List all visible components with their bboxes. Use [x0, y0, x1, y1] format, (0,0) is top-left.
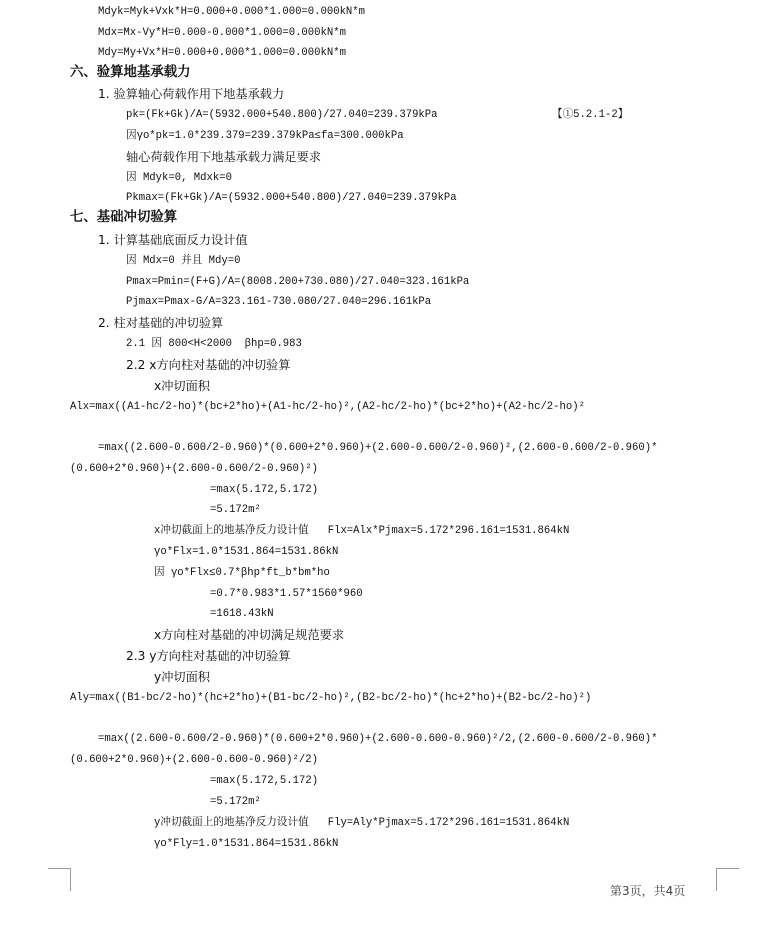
- formula-flx-capacity: =0.7*0.983*1.57*1560*960: [210, 588, 363, 600]
- page-corner-mark-right: [716, 868, 739, 891]
- formula-mdyk-zero: 因 Mdyk=0, Mdxk=0: [126, 172, 232, 184]
- formula-alx-max: =max(5.172,5.172): [210, 484, 319, 496]
- conclusion-bearing: 轴心荷载作用下地基承载力满足要求: [126, 150, 321, 164]
- formula-alx-values-1: =max((2.600-0.600/2-0.960)*(0.600+2*0.960)+(2.600-0.600/2-0.960)²,(2.600-0.600/2-0.960)*: [98, 442, 658, 454]
- formula-fly: y冲切截面上的地基净反力设计值 Fly=Aly*Pjmax=5.172*296.161=1531.864kN: [154, 817, 570, 829]
- item-2-2: 2.2 x方向柱对基础的冲切验算: [126, 358, 291, 372]
- formula-aly-values-2: (0.600+2*0.960)+(2.600-0.600-0.960)²/2): [70, 754, 318, 766]
- page-corner-mark-left: [48, 868, 71, 891]
- formula-flx: x冲切截面上的地基净反力设计值 Flx=Alx*Pjmax=5.172*296.161=1531.864kN: [154, 525, 570, 537]
- formula-alx: Alx=max((A1-hc/2-ho)*(bc+2*ho)+(A1-hc/2-ho)²,(A2-hc/2-ho)*(bc+2*ho)+(A2-hc/2-ho)²: [70, 401, 585, 413]
- subsection-1: 1. 验算轴心荷载作用下地基承载力: [98, 87, 285, 101]
- section-heading-6: 六、验算地基承载力: [70, 65, 191, 80]
- formula-check-pk: 因γo*pk=1.0*239.379=239.379kPa≤fa=300.000kPa: [126, 130, 404, 142]
- formula-pk: pk=(Fk+Gk)/A=(5932.000+540.800)/27.040=239.379kPa: [126, 109, 438, 121]
- formula-flx-check: 因 γo*Flx≤0.7*βhp*ft_b*bm*ho: [154, 567, 330, 579]
- formula-gamma-flx: γo*Flx=1.0*1531.864=1531.86kN: [154, 546, 339, 558]
- formula-aly: Aly=max((B1-bc/2-ho)*(hc+2*ho)+(B1-bc/2-ho)²,(B2-bc/2-ho)*(hc+2*ho)+(B2-bc/2-ho)²): [70, 692, 592, 704]
- formula-mdx-mdy-zero: 因 Mdx=0 并且 Mdy=0: [126, 255, 241, 267]
- x-area-label: x冲切面积: [154, 379, 210, 393]
- conclusion-x: x方向柱对基础的冲切满足规范要求: [154, 628, 345, 642]
- formula-flx-capacity-result: =1618.43kN: [210, 608, 274, 620]
- code-reference: 【①5.2.1-2】: [552, 109, 629, 121]
- item-2-3: 2.3 y方向柱对基础的冲切验算: [126, 649, 291, 663]
- page-footer: 第3页，共4页: [610, 884, 686, 898]
- formula-mdy: Mdy=My+Vx*H=0.000+0.000*1.000=0.000kN*m: [98, 47, 346, 59]
- formula-pkmax: Pkmax=(Fk+Gk)/A=(5932.000+540.800)/27.040=239.379kPa: [126, 192, 457, 204]
- formula-pjmax: Pjmax=Pmax-G/A=323.161-730.080/27.040=296.161kPa: [126, 296, 432, 308]
- subsection-1b: 1. 计算基础底面反力设计值: [98, 233, 248, 247]
- item-2-1: 2.1 因 800<H<2000 βhp=0.983: [126, 338, 302, 350]
- formula-mdyk: Mdyk=Myk+Vxk*H=0.000+0.000*1.000=0.000kN*m: [98, 6, 366, 18]
- formula-pmax: Pmax=Pmin=(F+G)/A=(8008.200+730.080)/27.040=323.161kPa: [126, 276, 470, 288]
- subsection-2: 2. 柱对基础的冲切验算: [98, 316, 224, 330]
- formula-alx-result: =5.172m²: [210, 504, 261, 516]
- formula-alx-values-2: (0.600+2*0.960)+(2.600-0.600/2-0.960)²): [70, 463, 318, 475]
- section-heading-7: 七、基础冲切验算: [70, 210, 178, 225]
- y-area-label: y冲切面积: [154, 670, 210, 684]
- formula-mdx: Mdx=Mx-Vy*H=0.000-0.000*1.000=0.000kN*m: [98, 27, 346, 39]
- formula-aly-result: =5.172m²: [210, 796, 261, 808]
- formula-aly-max: =max(5.172,5.172): [210, 775, 319, 787]
- formula-aly-values-1: =max((2.600-0.600/2-0.960)*(0.600+2*0.960)+(2.600-0.600-0.960)²/2,(2.600-0.600/2-0.960)*: [98, 733, 658, 745]
- formula-gamma-fly: γo*Fly=1.0*1531.864=1531.86kN: [154, 838, 339, 850]
